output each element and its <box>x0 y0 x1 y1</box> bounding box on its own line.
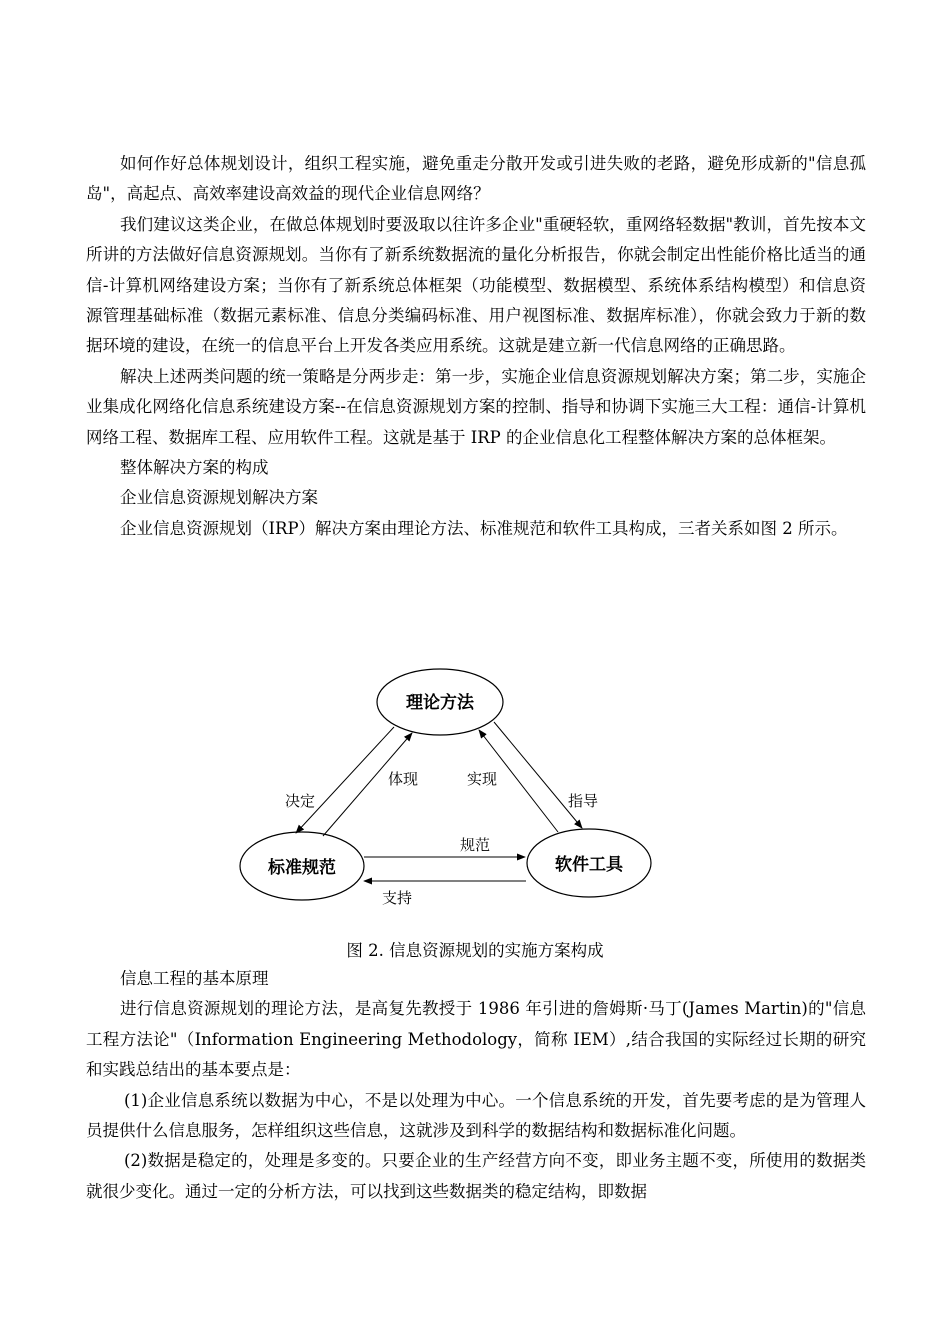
node-theory-label: 理论方法 <box>406 693 474 713</box>
edge-guide-arrow <box>494 722 582 828</box>
figure-caption: 图 2. 信息资源规划的实施方案构成 <box>346 941 604 960</box>
section-heading: 信息工程的基本原理 <box>120 969 269 988</box>
body-text-bottom <box>86 964 866 1207</box>
body-text-top <box>86 149 866 544</box>
paragraph: 进行信息资源规划的理论方法，是高复先教授于 1986 年引进的詹姆斯·马丁(James Martin)的"信息工程方法论"（Information Engineering Methodology，简称 IEM）,结合我国的实际经过长期的研究和实践总结出的基本要点是： <box>86 999 866 1080</box>
edge-realize-label: 实现 <box>467 770 498 788</box>
node-standard <box>240 832 364 900</box>
subsection-heading: 企业信息资源规划解决方案 <box>120 488 318 508</box>
edge-decide-arrow <box>296 727 394 833</box>
paragraph: 我们建议这类企业，在做总体规划时要汲取以往许多企业"重硬轻软，重网络轻数据"教训，首先按本文所讲的方法做好信息资源规划。当你有了新系统数据流的量化分析报告，你就会制定出性能价格比适当的通信-计算机网络建设方案；当你有了新系统总体框架（功能模型、数据模型、系统体系结构模型）和信息资源管理基础标准（数据元素标准、信息分类编码标准、用户视图标准、数据库标准），你就会致力于新的数据环境的建设，在统一的信息平台上开发各类应用系统。这就是建立新一代信息网络的正确思路。 <box>86 214 866 356</box>
principle-item: (2)数据是稳定的，处理是多变的。只要企业的生产经营方向不变，即业务主题不变，所使用的数据类就很少变化。通过一定的分析方法，可以找到这些数据类的稳定结构，即数据 <box>86 1151 866 1201</box>
paragraph: 解决上述两类问题的统一策略是分两步走：第一步，实施企业信息资源规划解决方案；第二步，实施企业集成化网络化信息系统建设方案--在信息资源规划方案的控制、指导和协调下实施三大工程：通信-计算机网络工程、数据库工程、应用软件工程。这就是基于 IRP 的企业信息化工程整体解决方案的总体框架。 <box>86 366 866 447</box>
irp-relationship-diagram <box>230 660 660 920</box>
edge-support-label: 支持 <box>382 889 413 907</box>
node-tools <box>527 829 651 897</box>
edge-embody-label: 体现 <box>388 770 419 788</box>
paragraph: 如何作好总体规划设计，组织工程实施，避免重走分散开发或引进失败的老路，避免形成新的"信息孤岛"，高起点、高效率建设高效益的现代企业信息网络？ <box>86 154 866 204</box>
principle-item: (1)企业信息系统以数据为中心，不是以处理为中心。一个信息系统的开发，首先要考虑的是为管理人员提供什么信息服务，怎样组织这些信息，这就涉及到科学的数据结构和数据标准化问题。 <box>86 1090 866 1141</box>
node-standard-label: 标准规范 <box>268 858 336 878</box>
edge-regulate-label: 规范 <box>460 836 491 854</box>
node-tools-label: 软件工具 <box>555 855 623 875</box>
node-theory <box>377 669 503 735</box>
section-heading: 整体解决方案的构成 <box>120 458 269 478</box>
edge-decide-label: 决定 <box>285 792 316 810</box>
paragraph: 企业信息资源规划（IRP）解决方案由理论方法、标准规范和软件工具构成，三者关系如图 2 所示。 <box>120 518 848 538</box>
edge-guide-label: 指导 <box>568 792 599 810</box>
